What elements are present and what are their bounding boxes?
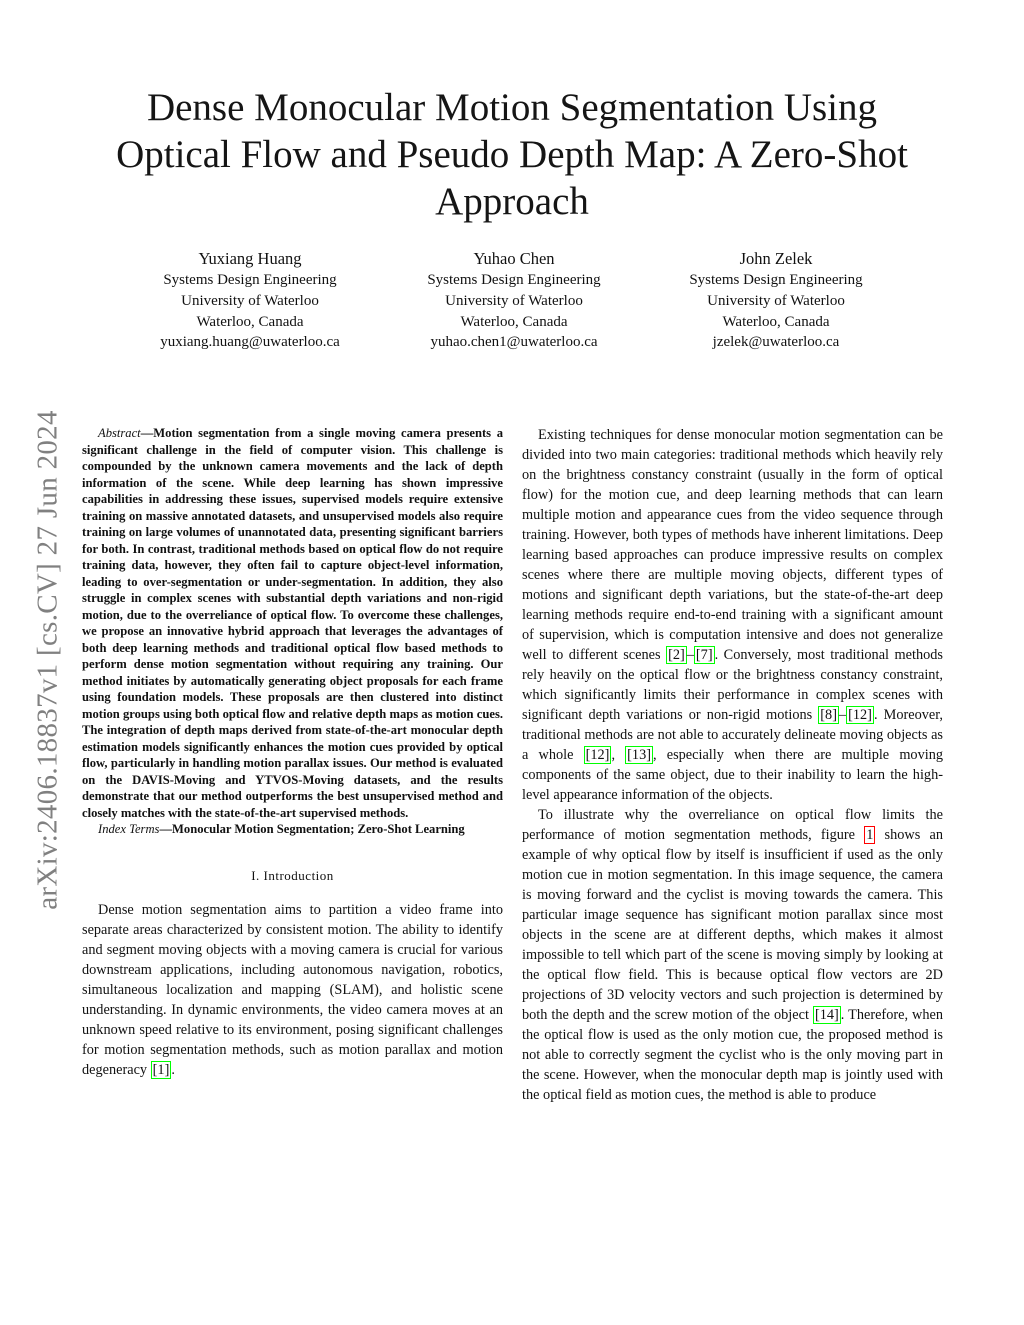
citation-link[interactable]: [12] bbox=[585, 747, 610, 763]
author-email: yuhao.chen1@uwaterloo.ca bbox=[430, 334, 598, 351]
title-line: Optical Flow and Pseudo Depth Map: A Zero-Shot bbox=[116, 133, 908, 176]
title-line: Approach bbox=[435, 180, 589, 223]
citation-link[interactable]: [14] bbox=[814, 1007, 839, 1023]
index-terms-label: Index Terms bbox=[98, 822, 160, 836]
body-paragraph bbox=[522, 425, 943, 805]
author-location: Waterloo, Canada bbox=[460, 313, 568, 330]
author-block bbox=[661, 248, 891, 353]
author-name: Yuhao Chen bbox=[473, 249, 555, 268]
paragraph-text: . Conversely, most traditional methods rely heavily on the optical flow or the brightness constancy constraint, which significantly limits their performance in complex scenes with significant depth variations or non-rigid motions bbox=[522, 647, 943, 723]
abstract-label: Abstract bbox=[98, 426, 141, 440]
citation-link[interactable]: [8] bbox=[820, 707, 837, 723]
abstract-text: —Motion segmentation from a single moving camera presents a significant challenge in the field of computer vision. This challenge is compounded by the unknown camera movements and the lack of depth information of the scene. While deep learning has shown impressive capabilities in addressing these issues, supervised models require extensive training on massive annotated datasets, and unsupervised models also require training on large volumes of unannotated data, presenting significant barriers for both. In contrast, traditional methods based on optical flow do not require training data, however, they often fail to capture object-level information, leading to over-segmentation or under-segmentation. In addition, they also struggle in complex scenes with substantial depth variations and non-rigid motion, due to the overreliance of optical flow. To overcome these challenges, we propose an innovative hybrid approach that leverages the advantages of both deep learning methods and traditional optical flow based methods to perform dense motion segmentation without requiring any training. Our method initiates by automatically generating object proposals for each frame using foundation models. These proposals are then clustered into distinct motion groups using both optical flow and relative depth maps as motion cues. The integration of depth maps derived from state-of-the-art monocular depth estimation models significantly enhances the motion cues provided by optical flow, particularly in handling motion parallax issues. Our method is evaluated on the DAVIS-Moving and YTVOS-Moving datasets, and the results demonstrate that our method outperforms the best unsupervised method and closely matches with the state-of-the-art supervised methods. bbox=[82, 426, 503, 820]
author-university: University of Waterloo bbox=[445, 292, 583, 309]
paragraph-text: Existing techniques for dense monocular motion segmentation can be divided into two main categories: traditional methods which heavily rely on the brightness constancy constraint (usually in the form of optical flow) for the motion cue, and deep learning methods that can learn multiple motion and appearance cues from the video sequence through training. However, both types of methods have inherent limitations. Deep learning based approaches can produce impressive results on complex scenes where there are multiple moving objects, different types of motions and significant depth variations, but the state-of-the-art deep learning methods require end-to-end training with a significant amount of supervision, which is computation intensive and does not generalize well to different scenes bbox=[522, 427, 943, 663]
paragraph-text: Dense motion segmentation aims to partition a video frame into separate areas characterized by consistent motion. The ability to identify and segment moving objects with a moving camera is crucial for various downstream applications, including autonomous navigation, robotics, simultaneous localization and mapping (SLAM), and holistic scene understanding. In dynamic environments, the video camera moves at an unknown speed relative to its environment, posing significant challenges for motion segmentation methods, such as motion parallax and motion degeneracy bbox=[82, 901, 503, 1078]
paragraph-text: shows an example of why optical flow by itself is insufficient if used as the only motion cue in motion segmentation. In this image sequence, the camera is moving forward and the cyclist is moving towards the camera. This particular image sequence has significant motion parallax since most objects in the scene are at different depths, which makes it almost impossible to tell which part of the scene is moving simply by looking at the optical flow field. This is because optical flow vectors are 2D projections of 3D velocity vectors and such projection is determined by both the depth and the screw motion of the object bbox=[522, 827, 943, 1023]
citation-link[interactable]: [12] bbox=[848, 707, 872, 723]
citation-link[interactable]: [13] bbox=[627, 747, 651, 763]
author-department: Systems Design Engineering bbox=[689, 272, 863, 288]
citation-link[interactable]: [1] bbox=[152, 1061, 170, 1078]
paragraph-text: . Therefore, when the optical flow is used as the only motion cue, the proposed method is not able to correctly segment the cyclist who is the only moving part in the scene. However, when the monocular depth map is jointly used with the optical field as motion cues, the method is able to produce bbox=[522, 1007, 943, 1103]
author-block bbox=[399, 248, 629, 353]
paragraph-text: . Moreover, traditional methods are not able to accurately delineate moving objects as a whole bbox=[522, 707, 943, 763]
author-location: Waterloo, Canada bbox=[722, 313, 830, 330]
abstract bbox=[82, 425, 503, 821]
author-name: John Zelek bbox=[739, 249, 813, 268]
author-university: University of Waterloo bbox=[707, 292, 845, 309]
paragraph-text: – bbox=[838, 707, 847, 723]
author-name: Yuxiang Huang bbox=[198, 249, 302, 268]
paragraph-text: , bbox=[611, 747, 626, 763]
author-block bbox=[135, 248, 365, 353]
right-column bbox=[522, 425, 943, 1105]
citation-link[interactable]: [2] bbox=[668, 647, 685, 663]
title-line: Dense Monocular Motion Segmentation Using bbox=[146, 86, 878, 129]
author-email: yuxiang.huang@uwaterloo.ca bbox=[160, 334, 340, 351]
author-university: University of Waterloo bbox=[181, 292, 319, 309]
paragraph-text: , especially when there are multiple moving components of the same object, due to their inability to learn the high-level appearance information of the objects. bbox=[522, 747, 943, 803]
arxiv-stamp: arXiv:2406.18837v1 [cs.CV] 27 Jun 2024 bbox=[31, 410, 64, 910]
section-heading: I. Introduction bbox=[251, 867, 334, 883]
citation-link[interactable]: [7] bbox=[695, 647, 713, 663]
author-location: Waterloo, Canada bbox=[196, 313, 304, 330]
author-department: Systems Design Engineering bbox=[163, 272, 337, 288]
paragraph-text: To illustrate why the overreliance on optical flow limits the performance of motion segmentation methods, figure bbox=[522, 807, 943, 843]
paragraph-text: . bbox=[171, 1061, 175, 1078]
figure-link[interactable]: 1 bbox=[866, 827, 874, 843]
author-department: Systems Design Engineering bbox=[427, 272, 601, 288]
paragraph-text: – bbox=[686, 647, 694, 663]
body-paragraph bbox=[522, 805, 943, 1105]
author-email: jzelek@uwaterloo.ca bbox=[712, 334, 840, 351]
index-terms-text: —Monocular Motion Segmentation; Zero-Shot Learning bbox=[159, 822, 465, 836]
intro-paragraph bbox=[82, 900, 503, 1080]
index-terms bbox=[82, 821, 503, 838]
left-column bbox=[82, 425, 503, 1080]
paper-title bbox=[60, 84, 964, 225]
